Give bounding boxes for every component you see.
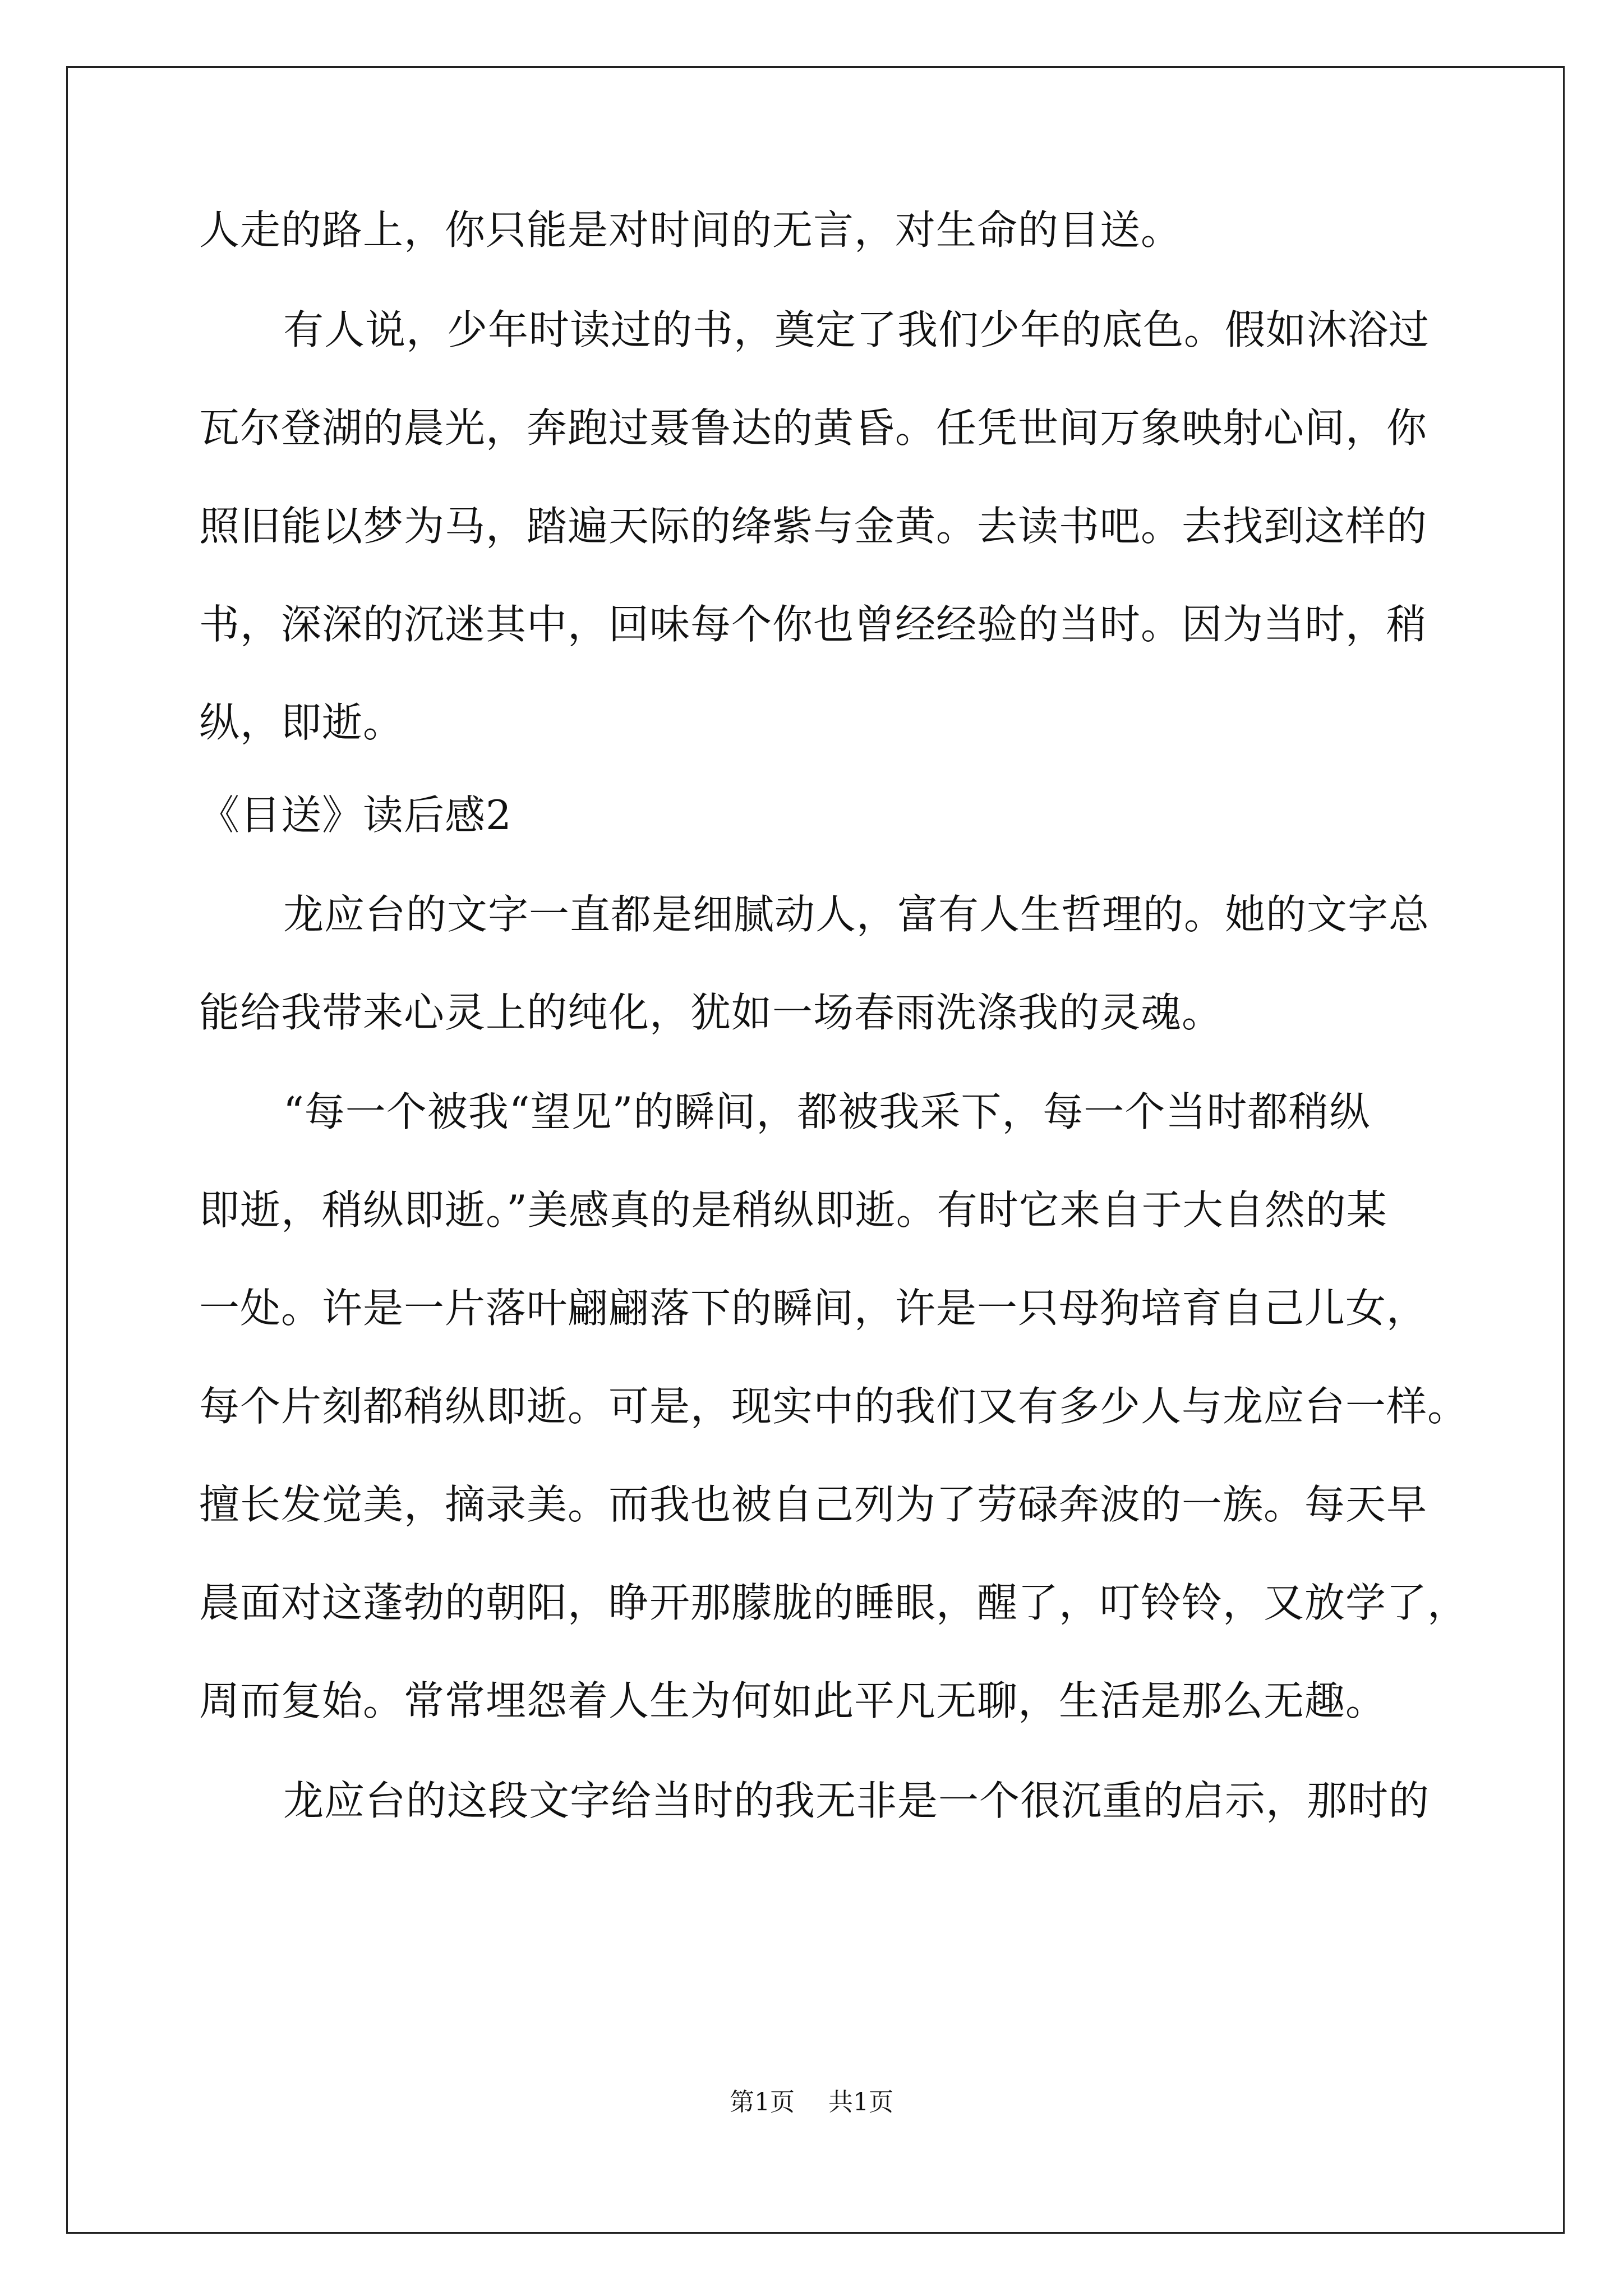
text-line: 纵，即逝。 bbox=[199, 699, 404, 746]
text-line: 照旧能以梦为马，踏遍天际的绛紫与金黄。去读书吧。去找到这样的 bbox=[199, 503, 1428, 550]
paragraph-start: 龙应台的这段文字给当时的我无非是一个很沉重的启示，那时的 bbox=[283, 1777, 1430, 1824]
text-line: 晨面对这蓬勃的朝阳，睁开那朦胧的睡眼，醒了，叮铃铃，又放学了， bbox=[199, 1579, 1469, 1626]
paragraph-start: 龙应台的文字一直都是细腻动人，富有人生哲理的。她的文字总 bbox=[283, 891, 1430, 938]
section-heading: 《目送》读后感2 bbox=[199, 792, 512, 839]
text-line: 瓦尔登湖的晨光，奔跑过聂鲁达的黄昏。任凭世间万象映射心间，你 bbox=[199, 404, 1428, 452]
text-line: 人走的路上，你只能是对时间的无言，对生命的目送。 bbox=[199, 206, 1182, 254]
paragraph-start: 有人说，少年时读过的书，奠定了我们少年的底色。假如沐浴过 bbox=[283, 306, 1430, 353]
text-line: 书，深深的沉迷其中，回味每个你也曾经经验的当时。因为当时，稍 bbox=[199, 601, 1428, 648]
text-line: 擅长发觉美，摘录美。而我也被自己列为了劳碌奔波的一族。每天早 bbox=[199, 1481, 1428, 1528]
text-line: 能给我带来心灵上的纯化，犹如一场春雨洗涤我的灵魂。 bbox=[199, 989, 1223, 1036]
text-line: 每个片刻都稍纵即逝。可是，现实中的我们又有多少人与龙应台一样。 bbox=[199, 1383, 1469, 1430]
page-border bbox=[66, 66, 1565, 2234]
page-footer bbox=[0, 2086, 1623, 2119]
paragraph-start: “每一个被我“望见”的瞬间，都被我采下，每一个当时都稍纵 bbox=[283, 1088, 1371, 1135]
page-total: 共1页 bbox=[828, 2088, 893, 2116]
text-line: 周而复始。常常埋怨着人生为何如此平凡无聊，生活是那么无趣。 bbox=[199, 1677, 1387, 1724]
page-number: 第1页 bbox=[730, 2088, 795, 2116]
text-line: 一处。许是一片落叶翩翩落下的瞬间，许是一只母狗培育自己儿女， bbox=[199, 1285, 1428, 1332]
text-line: 即逝，稍纵即逝。”美感真的是稍纵即逝。有时它来自于大自然的某 bbox=[199, 1186, 1387, 1234]
